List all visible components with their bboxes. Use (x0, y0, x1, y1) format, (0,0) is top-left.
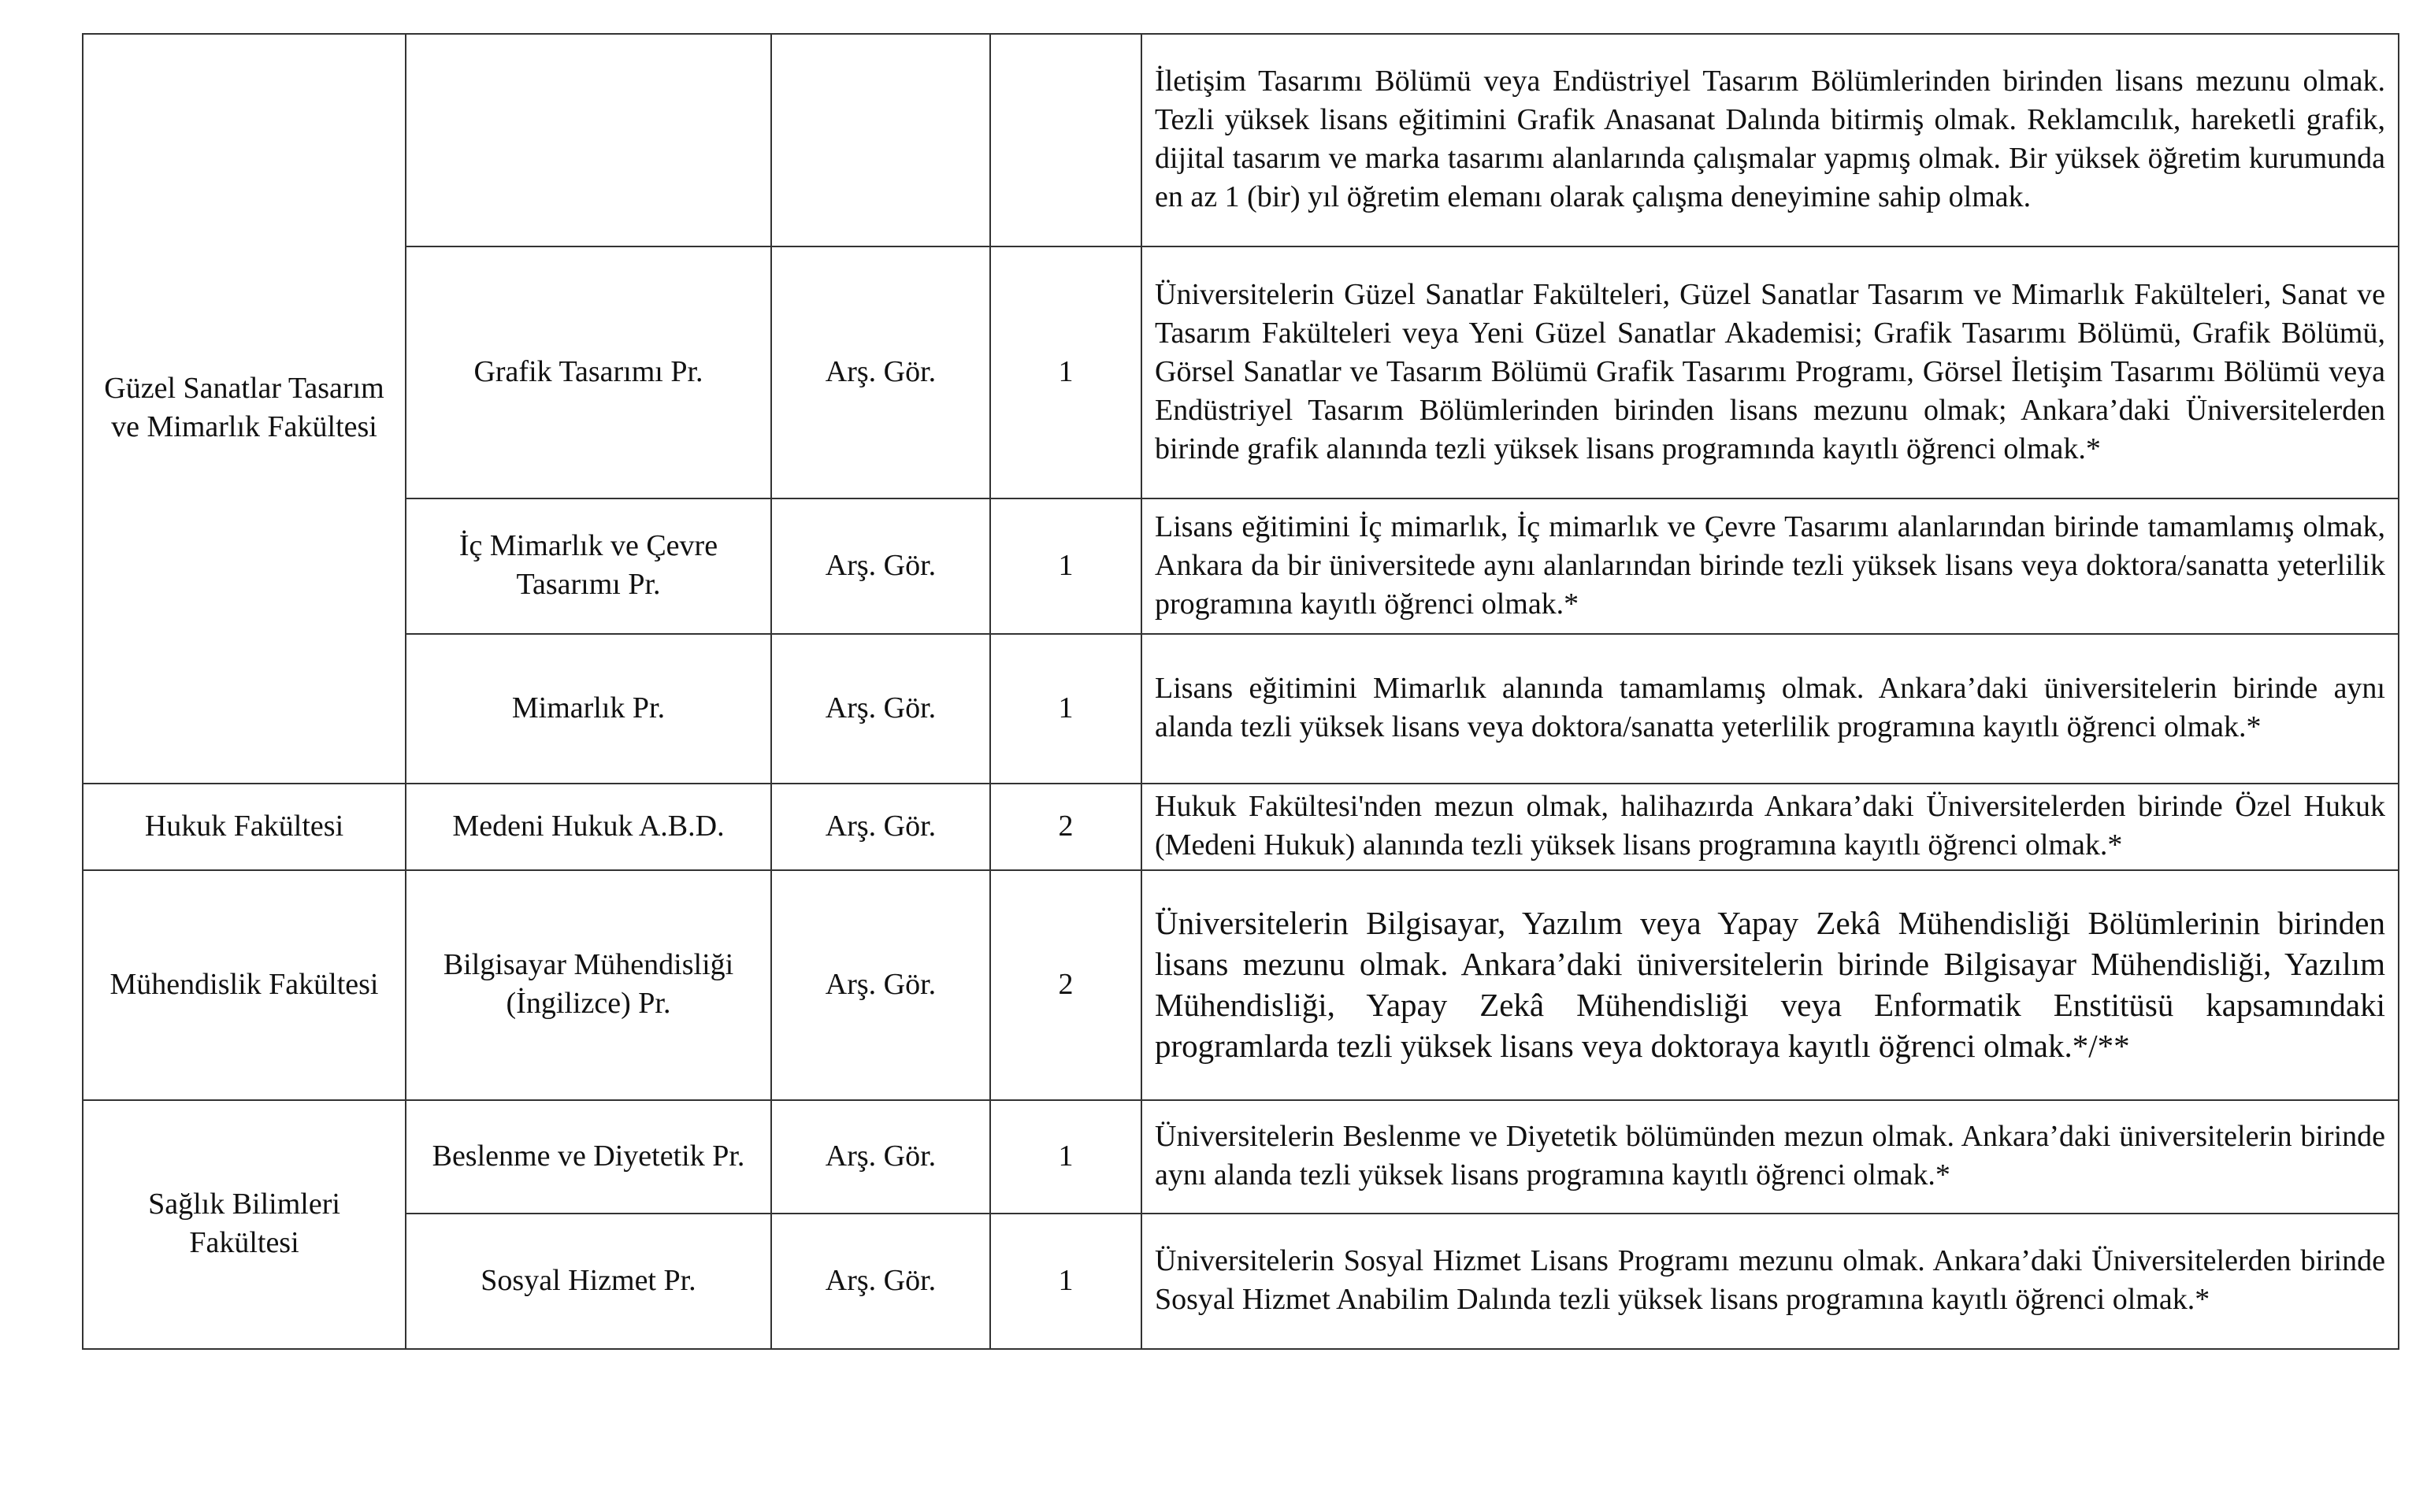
requirement-cell: Üniversitelerin Bilgisayar, Yazılım veya Yapay Zekâ Mühendisliği Bölümlerinin birinden lisans mezunu olmak. Ankara’daki üniversitelerin birinde Bilgisayar Mühendisliği, Yazılım Mühendisliği, Yapay Zekâ Mühendisliği veya Enformatik Enstitüsü kapsamındaki programlarda tezli yüksek lisans veya doktoraya kayıtlı öğrenci olmak.*/** (1141, 870, 2399, 1100)
title-cell: Arş. Gör. (771, 246, 990, 498)
title-cell: Arş. Gör. (771, 634, 990, 784)
faculty-cell: Hukuk Fakültesi (83, 784, 406, 870)
requirement-cell: Üniversitelerin Beslenme ve Diyetetik bölümünden mezun olmak. Ankara’daki üniversitelerin birinde aynı alanda tezli yüksek lisans programına kayıtlı öğrenci olmak.* (1141, 1100, 2399, 1214)
title-cell: Arş. Gör. (771, 784, 990, 870)
count-cell: 1 (990, 1100, 1141, 1214)
faculty-cell: Mühendislik Fakültesi (83, 870, 406, 1100)
requirement-cell: Lisans eğitimini Mimarlık alanında tamamlamış olmak. Ankara’daki üniversitelerin birinde aynı alanda tezli yüksek lisans veya doktora/sanatta yeterlilik programına kayıtlı öğrenci olmak.* (1141, 634, 2399, 784)
title-cell: Arş. Gör. (771, 1214, 990, 1349)
program-cell: İç Mimarlık ve Çevre Tasarımı Pr. (406, 498, 771, 634)
count-cell: 2 (990, 870, 1141, 1100)
table-row (83, 1214, 2399, 1349)
requirement-cell: İletişim Tasarımı Bölümü veya Endüstriyel Tasarım Bölümlerinden birinden lisans mezunu olmak. Tezli yüksek lisans eğitimini Grafik Anasanat Dalında bitirmiş olmak. Reklamcılık, hareketli grafik, dijital tasarım ve marka tasarımı alanlarında çalışmalar yapmış olmak. Bir yüksek öğretim kurumunda en az 1 (bir) yıl öğretim elemanı olarak çalışma deneyimine sahip olmak. (1141, 34, 2399, 246)
count-cell: 1 (990, 1214, 1141, 1349)
program-cell: Medeni Hukuk A.B.D. (406, 784, 771, 870)
requirement-cell: Üniversitelerin Güzel Sanatlar Fakülteleri, Güzel Sanatlar Tasarım ve Mimarlık Fakülteleri, Sanat ve Tasarım Fakülteleri veya Yeni Güzel Sanatlar Akademisi; Grafik Tasarımı Bölümü, Grafik Bölümü, Görsel Sanatlar ve Tasarım Bölümü Grafik Tasarımı Programı, Görsel İletişim Tasarımı Bölümü veya Endüstriyel Tasarım Bölümlerinden birinden lisans mezunu olmak; Ankara’daki Üniversitelerden birinde grafik alanında tezli yüksek lisans programında kayıtlı öğrenci olmak.* (1141, 246, 2399, 498)
program-cell: Beslenme ve Diyetetik Pr. (406, 1100, 771, 1214)
table-row (83, 246, 2399, 498)
program-cell (406, 34, 771, 246)
table-row (83, 870, 2399, 1100)
faculty-cell: Güzel Sanatlar Tasarım ve Mimarlık Fakültesi (83, 34, 406, 784)
program-cell: Grafik Tasarımı Pr. (406, 246, 771, 498)
count-cell: 1 (990, 634, 1141, 784)
count-cell (990, 34, 1141, 246)
requirement-cell: Üniversitelerin Sosyal Hizmet Lisans Programı mezunu olmak. Ankara’daki Üniversitelerden birinde Sosyal Hizmet Anabilim Dalında tezli yüksek lisans programına kayıtlı öğrenci olmak.* (1141, 1214, 2399, 1349)
title-cell: Arş. Gör. (771, 870, 990, 1100)
requirement-cell: Lisans eğitimini İç mimarlık, İç mimarlık ve Çevre Tasarımı alanlarından birinde tamamlamış olmak, Ankara da bir üniversitede aynı alanlarından birinde tezli yüksek lisans veya doktora/sanatta yeterlilik programına kayıtlı öğrenci olmak.* (1141, 498, 2399, 634)
faculty-cell: Sağlık Bilimleri Fakültesi (83, 1100, 406, 1349)
count-cell: 1 (990, 246, 1141, 498)
title-cell: Arş. Gör. (771, 498, 990, 634)
table-row (83, 1100, 2399, 1214)
count-cell: 2 (990, 784, 1141, 870)
program-cell: Mimarlık Pr. (406, 634, 771, 784)
table-row (83, 634, 2399, 784)
table-row (83, 784, 2399, 870)
count-cell: 1 (990, 498, 1141, 634)
table-row (83, 34, 2399, 246)
program-cell: Bilgisayar Mühendisliği (İngilizce) Pr. (406, 870, 771, 1100)
requirement-cell: Hukuk Fakültesi'nden mezun olmak, halihazırda Ankara’daki Üniversitelerden birinde Özel Hukuk (Medeni Hukuk) alanında tezli yüksek lisans programına kayıtlı öğrenci olmak.* (1141, 784, 2399, 870)
title-cell (771, 34, 990, 246)
table-row (83, 498, 2399, 634)
program-cell: Sosyal Hizmet Pr. (406, 1214, 771, 1349)
staff-requirements-table (82, 33, 2399, 1350)
title-cell: Arş. Gör. (771, 1100, 990, 1214)
